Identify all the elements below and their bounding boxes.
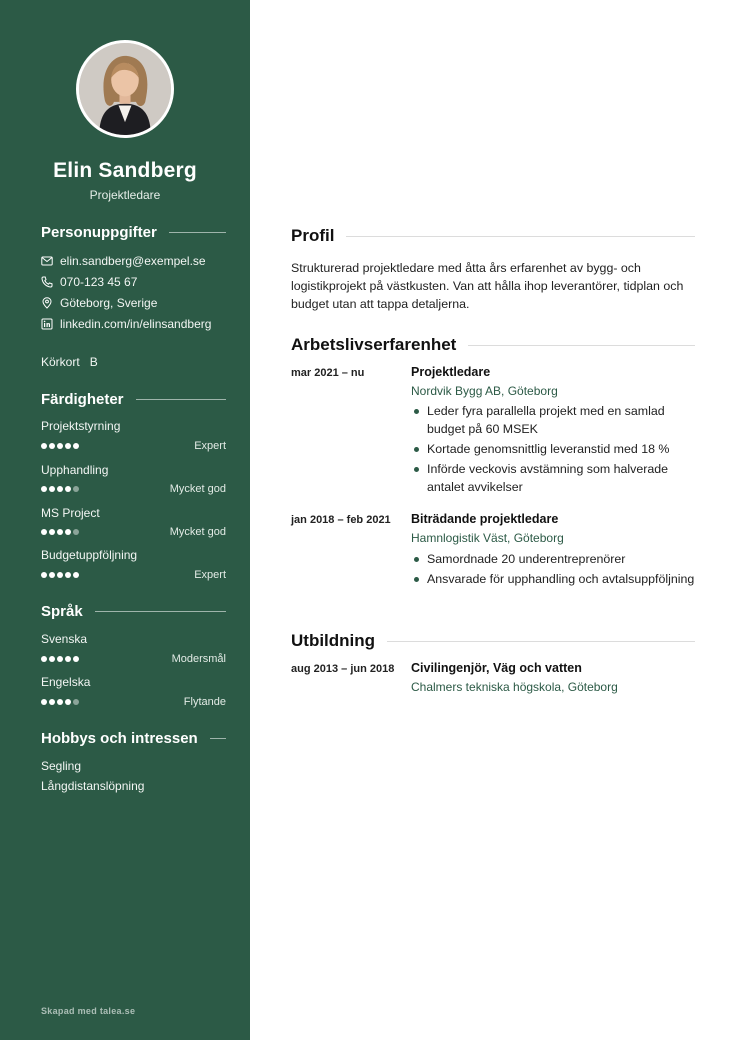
heading-divider (468, 345, 695, 346)
avatar (76, 40, 174, 138)
email-text: elin.sandberg@exempel.se (60, 254, 206, 268)
rating-dot-filled (57, 572, 63, 578)
job-date: mar 2021 – nu (291, 367, 365, 379)
job-bullets (411, 550, 695, 590)
person-name: Elin Sandberg (53, 159, 197, 182)
hobbies-heading-label: Hobbys och intressen (41, 730, 198, 747)
heading-divider (95, 611, 226, 612)
rating-dot-filled (65, 699, 71, 705)
rating-dot-filled (41, 443, 47, 449)
rating-dot-filled (49, 486, 55, 492)
skill-meta (41, 526, 226, 538)
drivers-license (41, 355, 98, 369)
job-bullet: Kortade genomsnittlig leveranstid med 18 % (411, 440, 695, 458)
heading-divider (387, 641, 695, 642)
language-rating (41, 699, 79, 705)
language-meta (41, 696, 226, 708)
skill-level: Expert (194, 440, 226, 452)
rating-dot-filled (41, 656, 47, 662)
heading-divider (169, 232, 226, 233)
rating-dot-filled (41, 699, 47, 705)
portrait-image (79, 43, 171, 135)
skill-name: Budgetuppföljning (41, 548, 138, 562)
skill-rating (41, 486, 79, 492)
skill-rating (41, 572, 79, 578)
footer-credit[interactable]: Skapad med talea.se (41, 1006, 136, 1016)
education-date: aug 2013 – jun 2018 (291, 663, 395, 675)
rating-dot-filled (57, 443, 63, 449)
profile-heading-label: Profil (291, 226, 335, 245)
language-name: Engelska (41, 675, 91, 689)
mail-icon (41, 255, 53, 267)
rating-dot-filled (41, 529, 47, 535)
skill-meta (41, 483, 226, 495)
hobby-item: Segling (41, 759, 82, 773)
rating-dot-filled (57, 656, 63, 662)
hobbies-heading (41, 730, 226, 747)
rating-dot-filled (57, 529, 63, 535)
location-pin-icon (41, 297, 53, 309)
job-company: Nordvik Bygg AB, Göteborg (411, 384, 558, 398)
job-bullet: Samordnade 20 underentreprenörer (411, 550, 695, 568)
person-role: Projektledare (89, 188, 161, 202)
skill-name: MS Project (41, 506, 100, 520)
sidebar (0, 0, 250, 1040)
rating-dot-filled (65, 529, 71, 535)
profile-heading (291, 226, 695, 246)
contact-email[interactable] (41, 254, 206, 268)
contact-location (41, 296, 157, 310)
experience-heading (291, 335, 695, 355)
phone-icon (41, 276, 53, 288)
rating-dot-filled (49, 529, 55, 535)
education-title: Civilingenjör, Väg och vatten (411, 661, 582, 675)
profile-text: Strukturerad projektledare med åtta års erfarenhet av bygg- och logistikprojekt på västkusten. Van att hålla ihop leverantörer, tidplan och budget utan att tappa detaljerna. (291, 261, 684, 311)
skill-rating (41, 529, 79, 535)
rating-dot-filled (65, 656, 71, 662)
phone-text: 070-123 45 67 (60, 275, 138, 289)
linkedin-icon (41, 318, 53, 330)
linkedin-text: linkedin.com/in/elinsandberg (60, 317, 212, 331)
skill-name: Upphandling (41, 463, 109, 477)
job-bullets (411, 402, 695, 498)
skill-rating (41, 443, 79, 449)
rating-dot-filled (49, 699, 55, 705)
skill-meta (41, 440, 226, 452)
languages-heading (41, 603, 226, 620)
rating-dot-filled (57, 699, 63, 705)
experience-heading-label: Arbetslivserfarenhet (291, 335, 457, 354)
license-label: Körkort (41, 355, 80, 369)
rating-dot-filled (49, 656, 55, 662)
rating-dot-filled (73, 572, 79, 578)
contact-linkedin[interactable] (41, 317, 211, 331)
skills-heading (41, 391, 226, 408)
education-heading-label: Utbildning (291, 631, 376, 650)
rating-dot-filled (65, 443, 71, 449)
personal-heading-label: Personuppgifter (41, 224, 157, 241)
skill-name: Projektstyrning (41, 419, 121, 433)
language-level: Flytande (183, 696, 226, 708)
education-school: Chalmers tekniska högskola, Göteborg (411, 680, 618, 694)
rating-dot-filled (65, 572, 71, 578)
job-date: jan 2018 – feb 2021 (291, 514, 391, 526)
language-level: Modersmål (171, 653, 226, 665)
rating-dot-filled (73, 656, 79, 662)
heading-divider (210, 738, 226, 739)
language-name: Svenska (41, 632, 88, 646)
rating-dot-empty (73, 486, 79, 492)
rating-dot-filled (57, 486, 63, 492)
rating-dot-filled (65, 486, 71, 492)
language-meta (41, 653, 226, 665)
skill-level: Expert (194, 569, 226, 581)
personal-heading (41, 224, 226, 241)
hobby-item: Långdistanslöpning (41, 779, 145, 793)
rating-dot-filled (49, 572, 55, 578)
job-bullet: Leder fyra parallella projekt med en samlad budget på 60 MSEK (411, 402, 695, 438)
skills-heading-label: Färdigheter (41, 391, 124, 408)
rating-dot-empty (73, 699, 79, 705)
skill-meta (41, 569, 226, 581)
skill-level: Mycket god (169, 483, 226, 495)
language-rating (41, 656, 79, 662)
job-title: Biträdande projektledare (411, 512, 559, 526)
skill-level: Mycket god (169, 526, 226, 538)
job-bullet: Införde veckovis avstämning som halverade antalet avvikelser (411, 460, 695, 496)
job-company: Hamnlogistik Väst, Göteborg (411, 531, 564, 545)
job-bullet: Ansvarade för upphandling och avtalsuppföljning (411, 570, 695, 588)
contact-phone[interactable] (41, 275, 137, 289)
rating-dot-filled (49, 443, 55, 449)
job-title: Projektledare (411, 365, 491, 379)
rating-dot-filled (41, 486, 47, 492)
languages-heading-label: Språk (41, 603, 83, 620)
rating-dot-filled (73, 443, 79, 449)
location-text: Göteborg, Sverige (60, 296, 158, 310)
heading-divider (136, 399, 226, 400)
heading-divider (346, 236, 695, 237)
rating-dot-empty (73, 529, 79, 535)
education-heading (291, 631, 695, 651)
license-value: B (89, 355, 98, 369)
rating-dot-filled (41, 572, 47, 578)
